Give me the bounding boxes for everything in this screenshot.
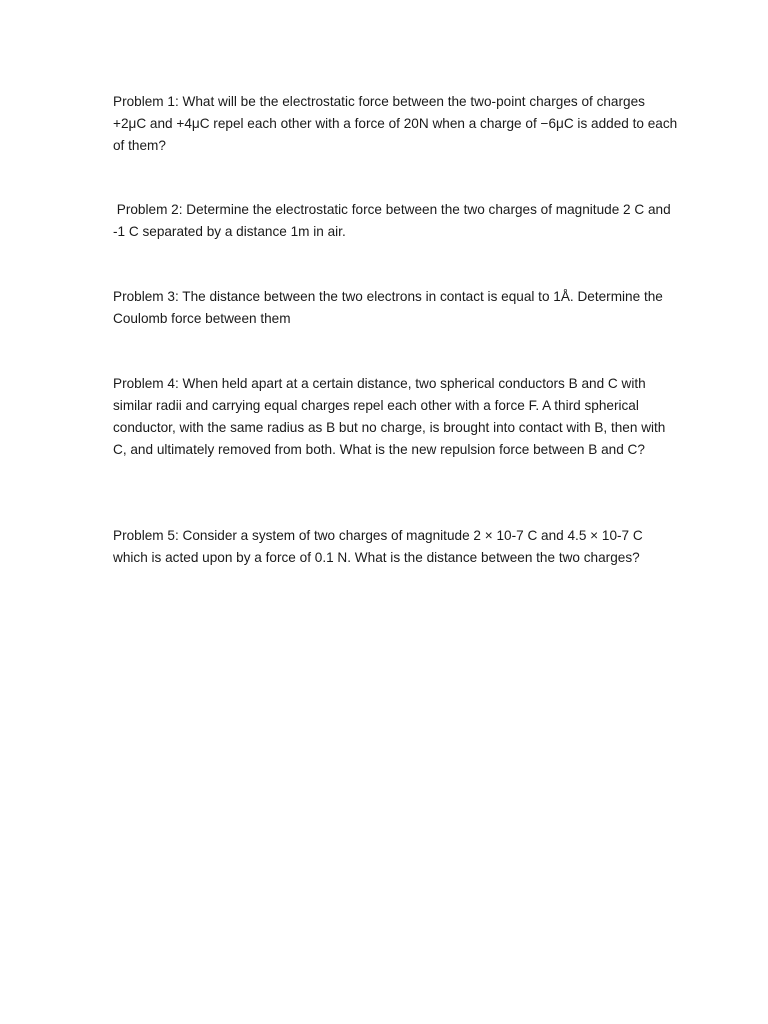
problem-5-paragraph: Problem 5: Consider a system of two charges of magnitude 2 × 10-7 C and 4.5 × 10-7 C which is acted upon by a force of 0.1 N. What is the distance between the two charges?: [113, 528, 643, 565]
problem-2-paragraph: Problem 2: Determine the electrostatic force between the two charges of magnitude 2 C and -1 C separated by a distance 1m in air.: [113, 202, 675, 239]
problem-1-paragraph: Problem 1: What will be the electrostatic force between the two-point charges of charges +2μC and +4μC repel each other with a force of 20N when a charge of −6μC is added to each of them?: [113, 94, 678, 153]
problem-4-paragraph: Problem 4: When held apart at a certain distance, two spherical conductors B and C with similar radii and carrying equal charges repel each other with a force F. A third spherical conductor, with the same radius as B but no charge, is brought into contact with B, then with C, and ultimately removed from both. What is the new repulsion force between B and C?: [113, 376, 666, 457]
problem-3-paragraph: Problem 3: The distance between the two electrons in contact is equal to 1Å. Determine the Coulomb force between them: [113, 289, 663, 326]
